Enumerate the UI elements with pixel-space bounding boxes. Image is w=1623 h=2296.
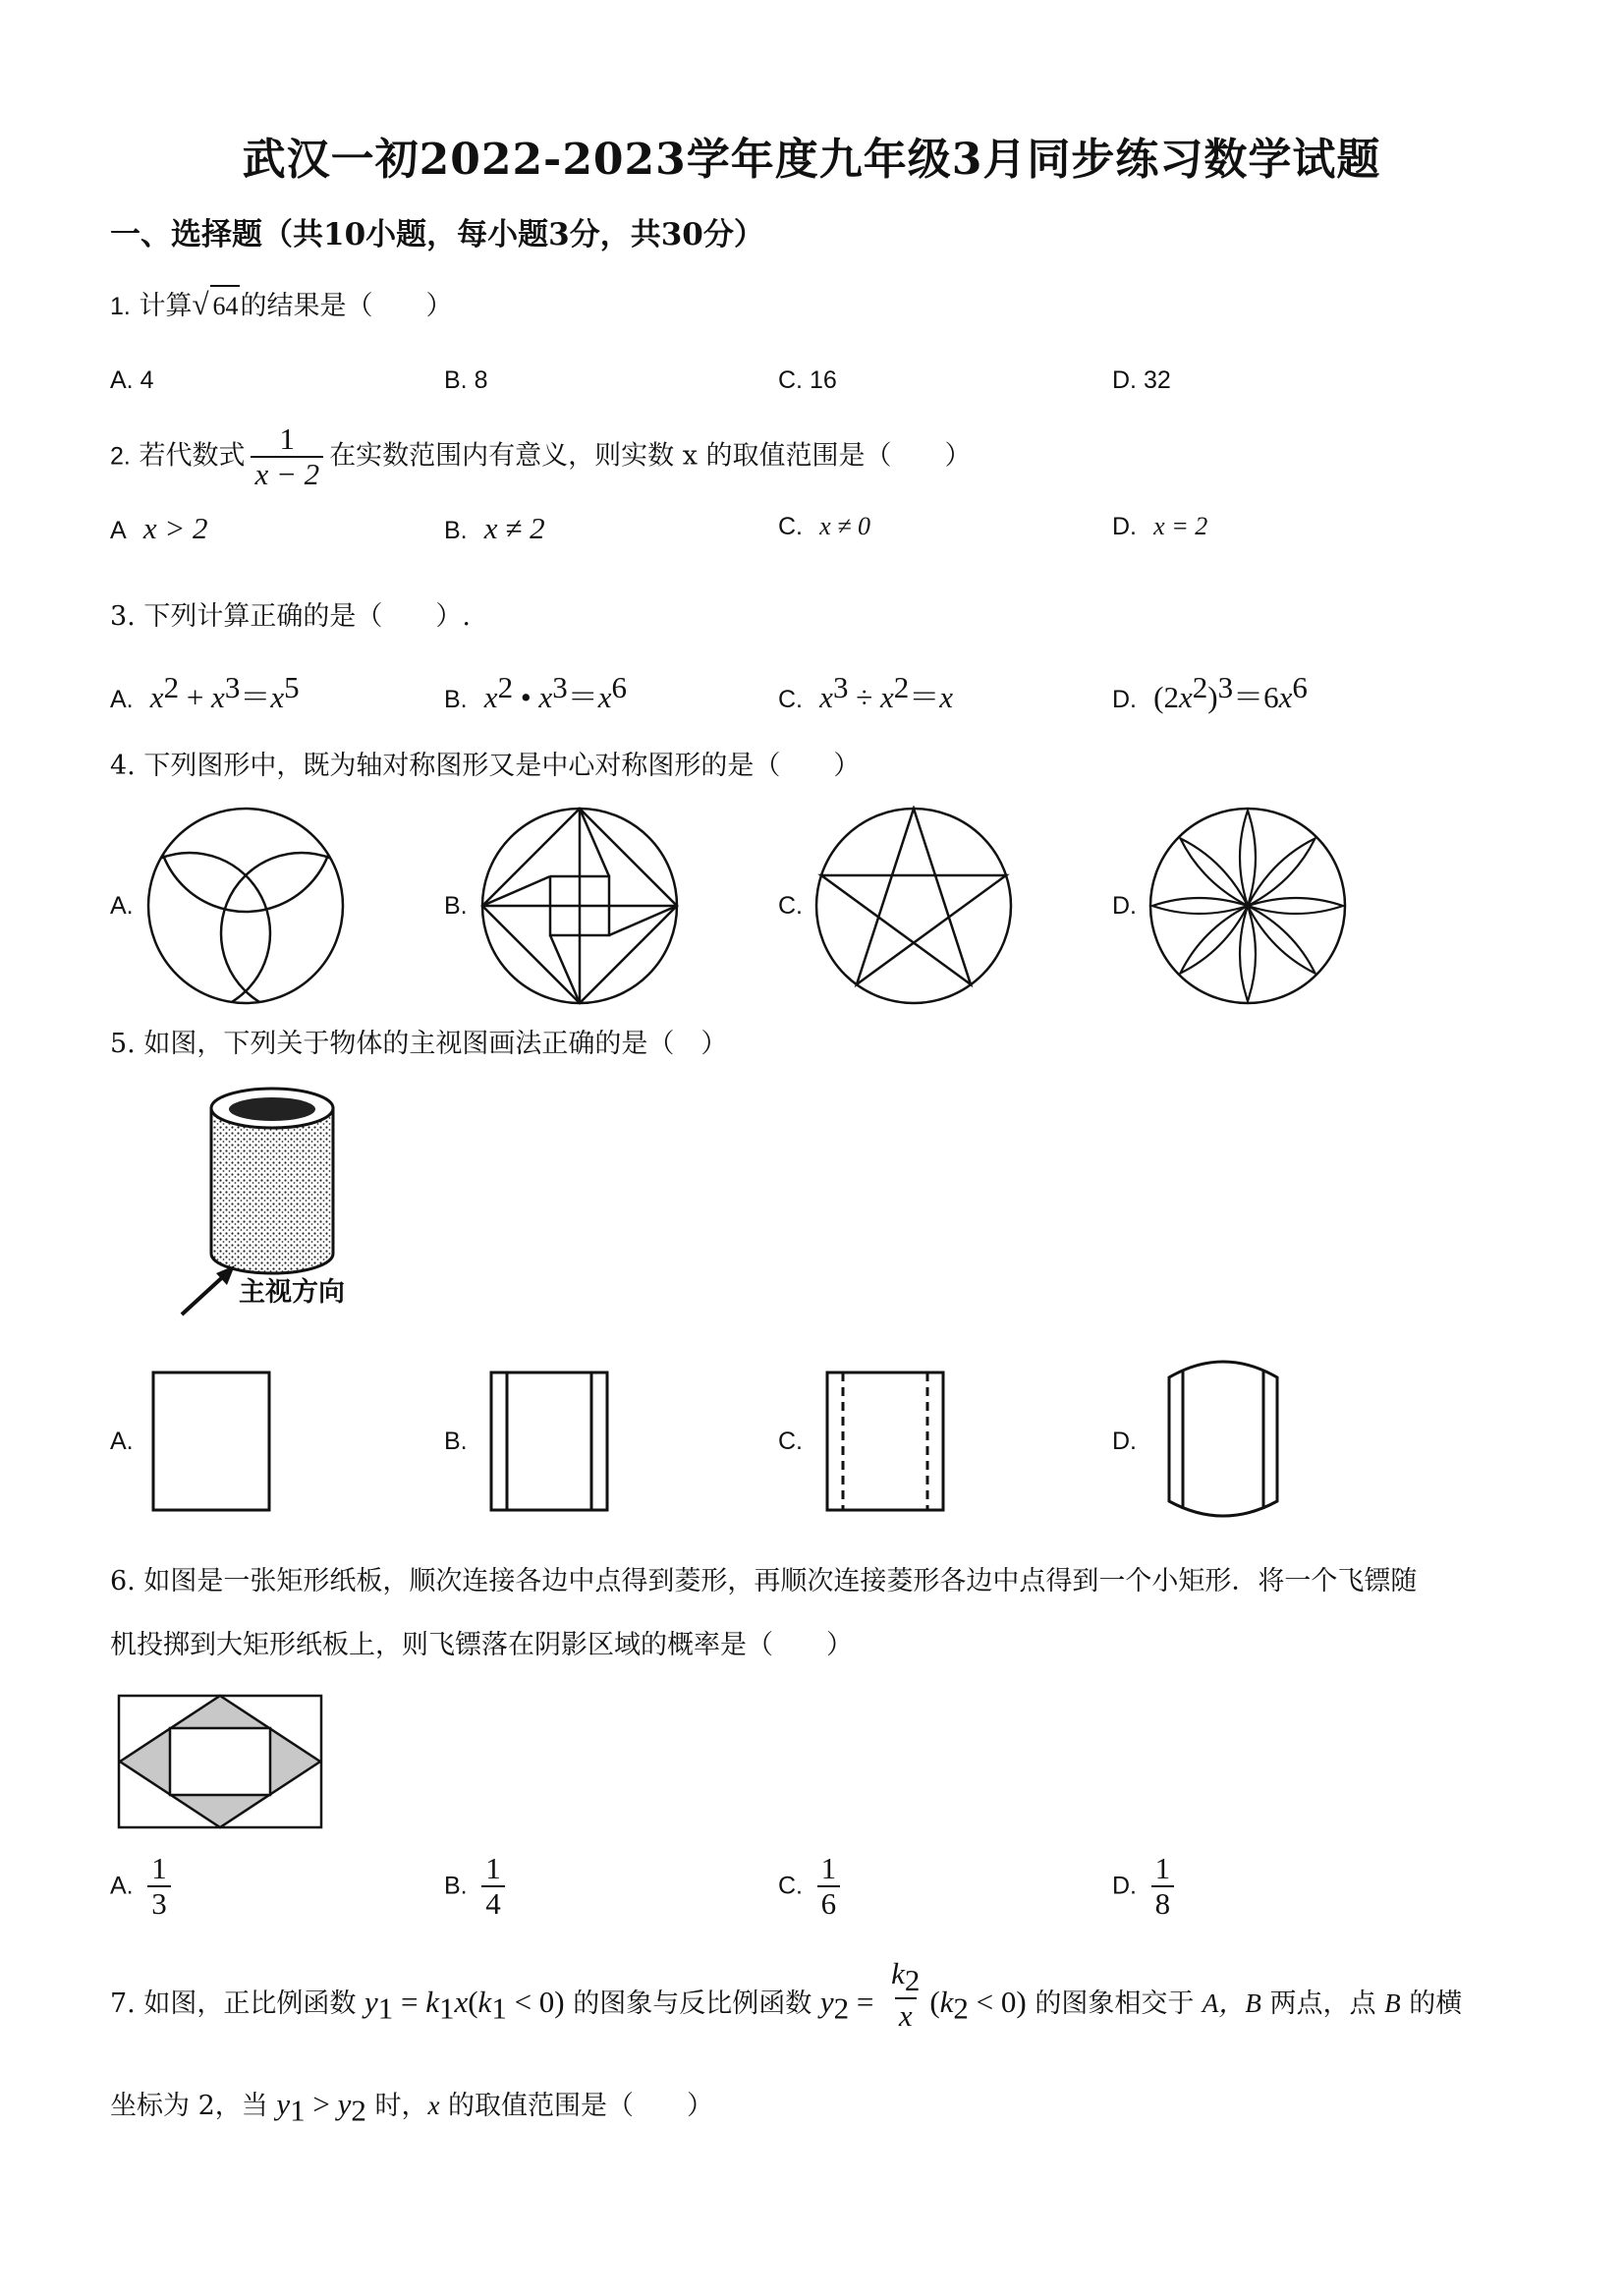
q1-option-d[interactable]: D. 32 xyxy=(1112,366,1171,394)
q5-label-d[interactable]: D. xyxy=(1112,1428,1137,1455)
q4-figure-d xyxy=(1147,806,1348,1006)
q3-option-d[interactable]: D. $(2x^2)^3=6x^6$ xyxy=(1112,670,1308,714)
q3-option-c[interactable]: C. $x^3 \div x^2=x$ xyxy=(778,670,953,714)
fraction: $\frac{1}{x - 2}$ xyxy=(251,422,323,491)
question-7-line1: 7. 如图，正比例函数 $y_1 = k_1x(k_1 < 0)$ 的图象与反比例函数 $y_2$ = $\frac{k_2}{x}$ $(k_2 < 0)$ 的图象相交于 A，B 两点，点 B 的横 xyxy=(110,1956,1463,2034)
q4-figure-a xyxy=(145,806,346,1006)
question-6-line2: 机投掷到大矩形纸板上，则飞镖落在阴影区域的概率是（ ） xyxy=(110,1630,853,1660)
q5-figure-d xyxy=(1157,1356,1290,1523)
q6-option-a[interactable]: A. $\frac{1}{3}$ xyxy=(110,1852,177,1921)
question-5: 5. 如图，下列关于物体的主视图画法正确的是（ ） xyxy=(110,1029,728,1059)
q6-rectangle-figure xyxy=(115,1693,325,1830)
q3-option-b[interactable]: B. $x^2$ • $x^3=x^6$ xyxy=(444,670,627,714)
q3-option-a[interactable]: A. $x^2 + x^3=x^5$ xyxy=(110,670,300,714)
question-2: 2. 若代数式 $\frac{1}{x - 2}$ 在实数范围内有意义，则实数 x 的取值范围是（ ） xyxy=(110,421,972,491)
q5-label-b[interactable]: B. xyxy=(444,1428,468,1455)
q6-option-d[interactable]: D. $\frac{1}{8}$ xyxy=(1112,1852,1180,1921)
q6-option-b[interactable]: B. $\frac{1}{4}$ xyxy=(444,1852,511,1921)
question-1: 1. 计算√ 64的结果是（ ） xyxy=(110,285,452,326)
q4-label-c[interactable]: C. xyxy=(778,892,803,920)
question-7-line2: 坐标为 2，当 $y_1 > y_2$ 时，x 的取值范围是（ ） xyxy=(110,2087,714,2128)
sqrt-symbol: √ xyxy=(192,287,209,321)
q5-figure-a xyxy=(147,1369,275,1516)
q5-figure-c xyxy=(821,1369,949,1516)
q4-figure-c xyxy=(813,806,1014,1006)
question-6-line1: 6. 如图是一张矩形纸板，顺次连接各边中点得到菱形，再顺次连接菱形各边中点得到一个小矩形．将一个飞镖随 xyxy=(110,1566,1418,1596)
q5-figure-b xyxy=(485,1369,613,1516)
q1-option-c[interactable]: C. 16 xyxy=(778,366,837,394)
q5-label-c[interactable]: C. xyxy=(778,1428,803,1455)
q2-option-d[interactable]: D. x = 2 xyxy=(1112,512,1208,540)
q4-figure-b xyxy=(479,806,680,1006)
section-heading: 一、选择题（共10小题，每小题3分，共30分） xyxy=(110,217,764,252)
q1-option-b[interactable]: B. 8 xyxy=(444,366,488,394)
q2-option-b[interactable]: B. x ≠ 2 xyxy=(444,511,545,545)
page-title: 武汉一初2022-2023学年度九年级3月同步练习数学试题 xyxy=(242,135,1381,185)
view-direction-caption: 主视方向 xyxy=(239,1277,345,1308)
q4-label-d[interactable]: D. xyxy=(1112,892,1137,920)
question-3: 3. 下列计算正确的是（ ）. xyxy=(110,601,471,632)
q2-option-a[interactable]: A x > 2 xyxy=(110,511,208,545)
q4-label-b[interactable]: B. xyxy=(444,892,468,920)
q2-option-c[interactable]: C. x ≠ 0 xyxy=(778,512,870,540)
q6-option-c[interactable]: C. $\frac{1}{6}$ xyxy=(778,1852,846,1921)
q5-label-a[interactable]: A. xyxy=(110,1428,134,1455)
question-4: 4. 下列图形中，既为轴对称图形又是中心对称图形的是（ ） xyxy=(110,751,861,781)
q4-label-a[interactable]: A. xyxy=(110,892,134,920)
q1-option-a[interactable]: A. 4 xyxy=(110,366,154,394)
